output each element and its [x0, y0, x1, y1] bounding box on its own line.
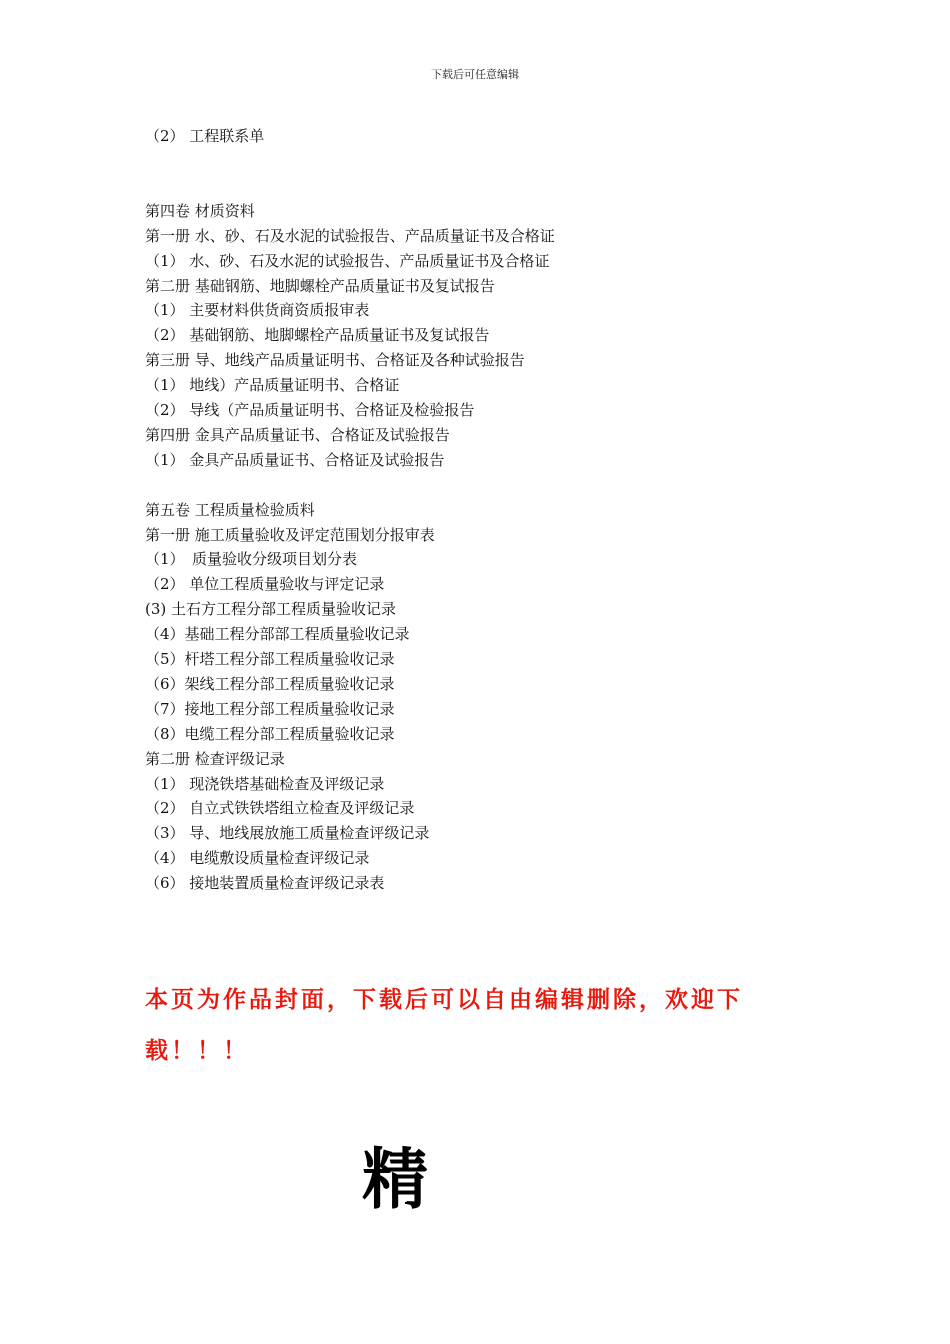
list-item: （4）基础工程分部部工程质量验收记录 — [145, 625, 410, 643]
list-item: （4） 电缆敷设质量检查评级记录 — [145, 849, 370, 867]
book-heading: 第三册 导、地线产品质量证明书、合格证及各种试验报告 — [145, 351, 525, 369]
list-item: （2） 基础钢筋、地脚螺栓产品质量证书及复试报告 — [145, 326, 490, 344]
list-item: （2） 自立式铁铁塔组立检查及评级记录 — [145, 799, 415, 817]
list-item: （1） 地线）产品质量证明书、合格证 — [145, 376, 400, 394]
book-heading: 第一册 水、砂、石及水泥的试验报告、产品质量证书及合格证 — [145, 227, 555, 245]
volume-heading: 第五卷 工程质量检验质料 — [145, 501, 315, 519]
list-item: （1） 水、砂、石及水泥的试验报告、产品质量证书及合格证 — [145, 252, 550, 270]
volume-heading: 第四卷 材质资料 — [145, 202, 255, 220]
list-item: (3) 土石方工程分部工程质量验收记录 — [145, 600, 397, 618]
cover-title-char: 精 — [362, 1141, 428, 1218]
list-item: （8）电缆工程分部工程质量验收记录 — [145, 725, 395, 743]
list-item: （6）架线工程分部工程质量验收记录 — [145, 675, 395, 693]
book-heading: 第二册 基础钢筋、地脚螺栓产品质量证书及复试报告 — [145, 277, 495, 295]
list-item: （2） 单位工程质量验收与评定记录 — [145, 575, 385, 593]
list-item: （2） 导线（产品质量证明书、合格证及检验报告 — [145, 401, 475, 419]
list-item: （5）杆塔工程分部工程质量验收记录 — [145, 650, 395, 668]
list-item: （1） 金具产品质量证书、合格证及试验报告 — [145, 451, 445, 469]
list-item: （1） 主要材料供货商资质报审表 — [145, 301, 370, 319]
book-heading: 第四册 金具产品质量证书、合格证及试验报告 — [145, 426, 450, 444]
list-item: （1） 质量验收分级项目划分表 — [145, 550, 358, 568]
list-item: （6） 接地装置质量检查评级记录表 — [145, 874, 385, 892]
book-heading: 第一册 施工质量验收及评定范围划分报审表 — [145, 526, 435, 544]
list-item: （3） 导、地线展放施工质量检查评级记录 — [145, 824, 430, 842]
list-item: （7）接地工程分部工程质量验收记录 — [145, 700, 395, 718]
cover-notice-line-2: 载！！！ — [145, 1038, 249, 1064]
list-item: （1） 现浇铁塔基础检查及评级记录 — [145, 775, 385, 793]
page-header: 下载后可任意编辑 — [431, 68, 519, 81]
list-item: （2） 工程联系单 — [145, 127, 265, 145]
book-heading: 第二册 检查评级记录 — [145, 750, 285, 768]
cover-notice-line-1: 本页为作品封面，下载后可以自由编辑删除，欢迎下 — [145, 987, 743, 1013]
